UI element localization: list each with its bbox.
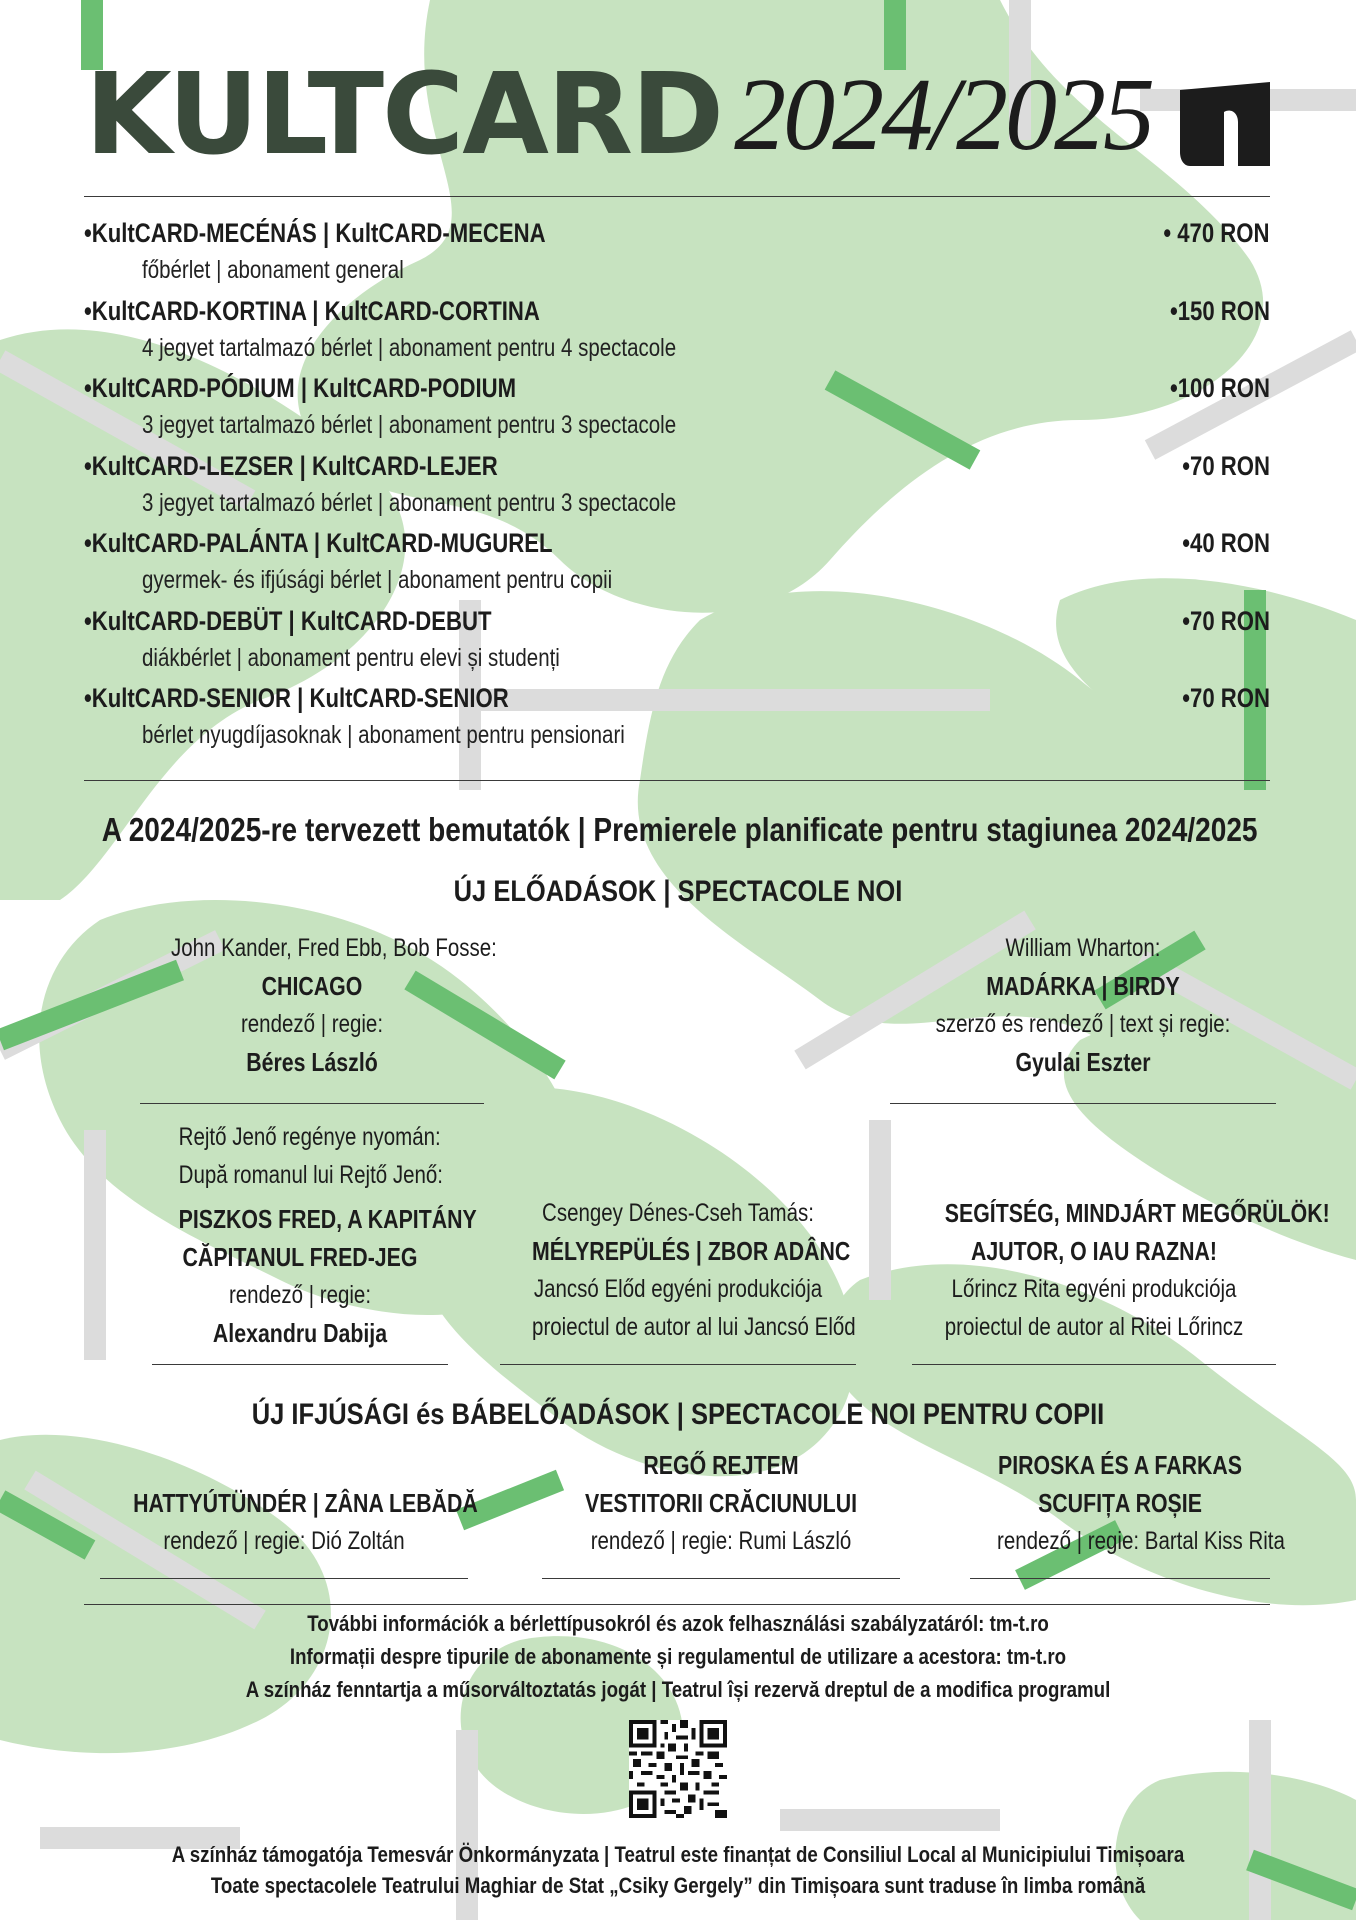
show-piszkos-fred — [152, 1118, 477, 1352]
tier-desc: főbérlet | abonament general — [142, 256, 404, 284]
tier-name: •KultCARD-KORTINA | KultCARD-CORTINA — [84, 295, 540, 326]
show-director: rendező | regie: Rumi László — [590, 1527, 852, 1555]
brand-title: KULTCARD — [85, 50, 723, 180]
underline — [140, 1103, 484, 1104]
divider — [84, 1604, 1270, 1605]
divider — [84, 196, 1270, 197]
tier-name: •KultCARD-PALÁNTA | KultCARD-MUGUREL — [84, 528, 553, 558]
underline — [970, 1578, 1270, 1579]
season-title: 2024/2025 — [734, 57, 1152, 172]
show-director: Gyulai Eszter — [1015, 1047, 1151, 1077]
show-piroska — [970, 1446, 1285, 1560]
show-title: PIROSKA ÉS A FARKAS — [997, 1450, 1243, 1480]
underline — [500, 1364, 856, 1365]
show-title: MADÁRKA | BIRDY — [986, 971, 1180, 1001]
show-credit-ro: proiectul de autor al lui Jancsó Előd — [532, 1313, 856, 1341]
show-title: HATTYÚTÜNDÉR | ZÂNA LEBĂDĂ — [133, 1488, 478, 1518]
show-title: SEGÍTSÉG, MINDJÁRT MEGŐRÜLÖK! — [944, 1198, 1330, 1228]
new-shows-heading: ÚJ ELŐADÁSOK | SPECTACOLE NOI — [453, 875, 903, 908]
underline — [912, 1364, 1276, 1365]
tier-row — [84, 367, 1270, 445]
tier-price: •70 RON — [1182, 605, 1270, 636]
tier-name: •KultCARD-PÓDIUM | KultCARD-PODIUM — [84, 373, 517, 403]
show-authors: Csengey Dénes-Cseh Tamás: — [542, 1199, 814, 1227]
tier-price: •100 RON — [1169, 373, 1270, 403]
show-director: rendező | regie: Bartal Kiss Rita — [997, 1527, 1285, 1555]
tier-desc: gyermek- és ifjúsági bérlet | abonament pentru copii — [142, 566, 613, 594]
theatre-logo — [1180, 82, 1270, 166]
show-title-ro: VESTITORII CRĂCIUNULUI — [584, 1488, 858, 1518]
info-line: Informații despre tipurile de abonamente și regulamentul de utilizare a acestora: tm-t.ro — [289, 1644, 1067, 1669]
underline — [890, 1103, 1276, 1104]
show-title: REGŐ REJTEM — [643, 1450, 799, 1480]
kultcard-price-list — [84, 212, 1270, 755]
tier-price: •40 RON — [1182, 528, 1270, 558]
show-chicago — [140, 929, 497, 1081]
show-authors: John Kander, Fred Ebb, Bob Fosse: — [170, 934, 497, 962]
tier-desc: diákbérlet | abonament pentru elevi și studenți — [142, 643, 560, 672]
tier-row — [84, 522, 1270, 600]
show-title: MÉLYREPÜLÉS | ZBOR ADÂNC — [532, 1236, 851, 1266]
show-title-ro: SCUFIȚA ROȘIE — [1038, 1488, 1202, 1518]
underline — [100, 1578, 468, 1579]
tier-name: •KultCARD-SENIOR | KultCARD-SENIOR — [84, 683, 509, 713]
show-credit-ro: proiectul de autor al Ritei Lőrincz — [944, 1313, 1244, 1341]
tier-name: •KultCARD-DEBÜT | KultCARD-DEBUT — [84, 605, 492, 636]
show-role: rendező | regie: — [240, 1010, 384, 1038]
tier-desc: 4 jegyet tartalmazó bérlet | abonament pentru 4 spectacole — [142, 333, 677, 362]
show-title-ro: CĂPITANUL FRED-JEG — [182, 1242, 418, 1272]
underline — [542, 1578, 900, 1579]
tier-price: • 470 RON — [1163, 218, 1270, 248]
show-director: Béres László — [246, 1047, 378, 1077]
tier-price: •70 RON — [1182, 450, 1270, 481]
tier-price: •150 RON — [1169, 295, 1270, 326]
info-line: A színház fenntartja a műsorváltoztatás jogát | Teatrul își rezervă dreptul de a modifica programul — [245, 1677, 1111, 1702]
show-segitseg — [912, 1194, 1330, 1346]
show-rego-rejtem — [542, 1446, 900, 1560]
show-title: CHICAGO — [261, 971, 363, 1001]
tier-desc: bérlet nyugdíjasoknak | abonament pentru pensionari — [142, 721, 625, 749]
tier-row — [84, 600, 1270, 678]
tier-row — [84, 290, 1270, 368]
show-source: Rejtő Jenő regénye nyomán: — [178, 1123, 441, 1151]
tier-row — [84, 677, 1270, 755]
page-title — [85, 50, 1152, 180]
kids-shows-heading: ÚJ IFJÚSÁGI és BÁBELŐADÁSOK | SPECTACOLE NOI PENTRU COPII — [251, 1398, 1105, 1431]
tier-row — [84, 445, 1270, 523]
divider — [84, 780, 1270, 781]
show-hattyutunder — [100, 1484, 478, 1560]
tier-name: •KultCARD-MECÉNÁS | KultCARD-MECENA — [84, 218, 546, 248]
footer-line: Toate spectacolele Teatrului Maghiar de Stat „Csiky Gergely” din Timișoara sunt traduse în limba română — [210, 1873, 1146, 1898]
underline — [152, 1364, 448, 1365]
show-authors: William Wharton: — [1005, 934, 1161, 962]
show-title: PISZKOS FRED, A KAPITÁNY — [178, 1204, 477, 1234]
tier-name: •KultCARD-LEZSER | KultCARD-LEJER — [84, 450, 498, 481]
show-role: rendező | regie: — [228, 1281, 372, 1309]
show-director: Alexandru Dabija — [212, 1318, 388, 1348]
tier-desc: 3 jegyet tartalmazó bérlet | abonament pentru 3 spectacole — [142, 488, 677, 517]
tier-price: •70 RON — [1182, 683, 1270, 713]
show-credit: Lőrincz Rita egyéni produkciója — [951, 1275, 1237, 1303]
show-director: rendező | regie: Dió Zoltán — [163, 1527, 405, 1555]
qr-code-icon[interactable] — [629, 1720, 727, 1818]
show-source-ro: După romanul lui Rejtő Jenő: — [178, 1161, 444, 1189]
show-title-ro: AJUTOR, O IAU RAZNA! — [971, 1236, 1217, 1266]
info-line: További információk a bérlettípusokról és azok felhasználási szabályzatáról: tm-t.ro — [307, 1611, 1049, 1636]
footer-line: A színház támogatója Temesvár Önkormányzata | Teatrul este finanțat de Consiliul Local al Municipiului Timișoara — [171, 1842, 1185, 1867]
premieres-heading: A 2024/2025-re tervezett bemutatók | Premierele planificate pentru stagiunea 2024/2025 — [101, 811, 1258, 848]
show-birdy — [890, 929, 1276, 1081]
show-melyrepules — [500, 1194, 856, 1346]
tier-row — [84, 212, 1270, 290]
show-role: szerző és rendező | text și regie: — [935, 1010, 1231, 1038]
show-credit: Jancsó Előd egyéni produkciója — [533, 1275, 823, 1303]
tier-desc: 3 jegyet tartalmazó bérlet | abonament pentru 3 spectacole — [142, 411, 677, 439]
